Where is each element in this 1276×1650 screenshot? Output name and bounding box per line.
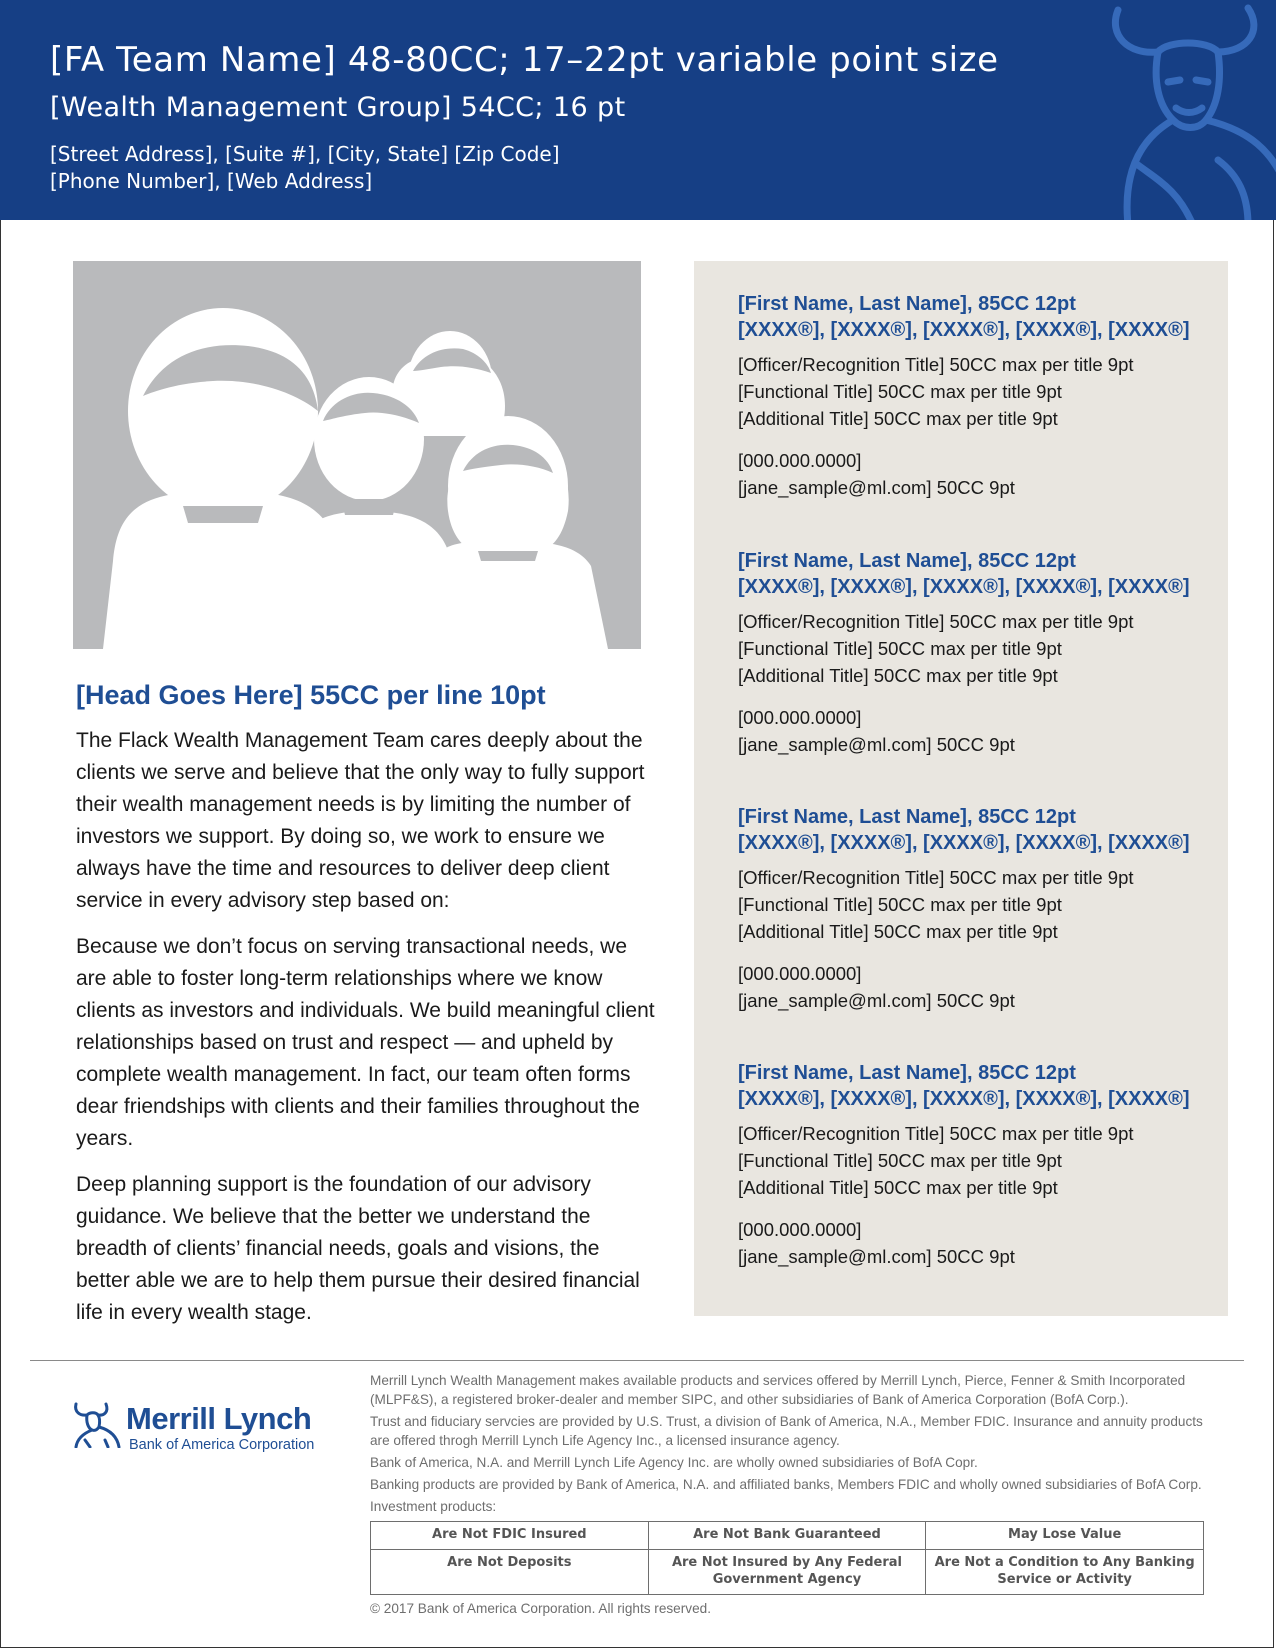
table-cell: Are Not Bank Guaranteed	[648, 1522, 926, 1550]
investment-disclosure-table	[370, 1521, 1204, 1595]
member-name: [First Name, Last Name], 85CC 12pt	[738, 806, 1076, 828]
member-titles	[738, 1120, 1228, 1201]
member-name: [First Name, Last Name], 85CC 12pt	[738, 1062, 1076, 1084]
contact-block	[50, 141, 560, 195]
section-head: [Head Goes Here] 55CC per line 10pt	[76, 680, 546, 710]
address-line: [Street Address], [Suite #], [City, State] [Zip Code]	[50, 142, 560, 166]
member-credentials: [XXXX®], [XXXX®], [XXXX®], [XXXX®], [XXXX®]	[738, 1088, 1190, 1110]
member-titles	[738, 351, 1228, 432]
footer-divider	[30, 1360, 1244, 1361]
body-copy	[76, 725, 656, 1343]
team-member-card	[738, 804, 1228, 1014]
member-phone: [000.000.0000]	[738, 1219, 862, 1240]
logo-subtitle: Bank of America Corporation	[129, 1437, 315, 1453]
copyright: © 2017 Bank of America Corporation. All rights reserved.	[370, 1601, 711, 1616]
member-name: [First Name, Last Name], 85CC 12pt	[738, 293, 1076, 315]
member-phone: [000.000.0000]	[738, 963, 862, 984]
header-band	[0, 0, 1276, 220]
family-placeholder-icon	[73, 261, 641, 649]
member-contact	[738, 447, 1228, 501]
disclosure-text	[370, 1371, 1220, 1519]
bull-watermark-icon	[1098, 0, 1276, 220]
member-credentials: [XXXX®], [XXXX®], [XXXX®], [XXXX®], [XXXX®]	[738, 319, 1190, 341]
table-cell: May Lose Value	[926, 1522, 1204, 1550]
additional-title: [Additional Title] 50CC max per title 9pt	[738, 1177, 1058, 1198]
table-cell: Are Not Insured by Any Federal Government Agency	[648, 1550, 926, 1595]
team-member-card	[738, 1060, 1228, 1270]
group-name: [Wealth Management Group] 54CC; 16 pt	[50, 92, 626, 123]
officer-title: [Officer/Recognition Title] 50CC max per title 9pt	[738, 867, 1134, 888]
member-titles	[738, 608, 1228, 689]
member-email: [jane_sample@ml.com] 50CC 9pt	[738, 990, 1015, 1011]
team-member-card	[738, 291, 1228, 501]
member-credentials: [XXXX®], [XXXX®], [XXXX®], [XXXX®], [XXXX®]	[738, 832, 1190, 854]
member-email: [jane_sample@ml.com] 50CC 9pt	[738, 1246, 1015, 1267]
member-titles	[738, 864, 1228, 945]
disclosure-paragraph: Banking products are provided by Bank of America, N.A. and affiliated banks, Members FDIC and wholly owned subsidiaries of BofA Corp.	[370, 1477, 1202, 1492]
additional-title: [Additional Title] 50CC max per title 9pt	[738, 665, 1058, 686]
additional-title: [Additional Title] 50CC max per title 9pt	[738, 921, 1058, 942]
phone-web-line: [Phone Number], [Web Address]	[50, 169, 373, 193]
functional-title: [Functional Title] 50CC max per title 9pt	[738, 1150, 1062, 1171]
member-phone: [000.000.0000]	[738, 707, 862, 728]
member-contact	[738, 960, 1228, 1014]
team-panel	[694, 261, 1228, 1316]
table-cell: Are Not Deposits	[371, 1550, 649, 1595]
officer-title: [Officer/Recognition Title] 50CC max per title 9pt	[738, 611, 1134, 632]
functional-title: [Functional Title] 50CC max per title 9pt	[738, 894, 1062, 915]
disclosure-paragraph: Trust and fiduciary servcies are provided by U.S. Trust, a division of Bank of America, N.A., Member FDIC. Insurance and annuity products are offered throgh Merrill Lynch Life Agency Inc., a licensed insurance agency.	[370, 1414, 1203, 1448]
team-member-card	[738, 548, 1228, 758]
team-name: [FA Team Name] 48-80CC; 17–22pt variable point size	[50, 40, 999, 80]
body-paragraph: The Flack Wealth Management Team cares deeply about the clients we serve and believe that the only way to fully support their wealth management needs is by limiting the number of investors we support. By doing so, we work to ensure we always have the time and resources to deliver deep client service in every advisory step based on:	[76, 729, 645, 912]
table-row	[371, 1522, 1204, 1550]
member-phone: [000.000.0000]	[738, 450, 862, 471]
merrill-lynch-logo	[72, 1400, 332, 1460]
member-credentials: [XXXX®], [XXXX®], [XXXX®], [XXXX®], [XXXX®]	[738, 576, 1190, 598]
team-photo-placeholder	[73, 261, 641, 649]
table-cell: Are Not a Condition to Any Banking Service or Activity	[926, 1550, 1204, 1595]
bull-logo-icon	[72, 1400, 122, 1448]
functional-title: [Functional Title] 50CC max per title 9pt	[738, 638, 1062, 659]
member-email: [jane_sample@ml.com] 50CC 9pt	[738, 477, 1015, 498]
officer-title: [Officer/Recognition Title] 50CC max per title 9pt	[738, 1123, 1134, 1144]
disclosure-paragraph: Bank of America, N.A. and Merrill Lynch Life Agency Inc. are wholly owned subsidiaries of BofA Copr.	[370, 1455, 978, 1470]
logo-wordmark: Merrill Lynch	[126, 1401, 312, 1436]
body-paragraph: Because we don’t focus on serving transactional needs, we are able to foster long-term relationships where we know clients as investors and individuals. We build meaningful client relationships based on trust and respect — and upheld by complete wealth management. In fact, our team often forms dear friendships with clients and their families throughout the years.	[76, 935, 655, 1150]
additional-title: [Additional Title] 50CC max per title 9pt	[738, 408, 1058, 429]
table-cell: Are Not FDIC Insured	[371, 1522, 649, 1550]
member-email: [jane_sample@ml.com] 50CC 9pt	[738, 734, 1015, 755]
member-contact	[738, 1216, 1228, 1270]
member-name: [First Name, Last Name], 85CC 12pt	[738, 550, 1076, 572]
functional-title: [Functional Title] 50CC max per title 9pt	[738, 381, 1062, 402]
body-paragraph: Deep planning support is the foundation of our advisory guidance. We believe that the better we understand the breadth of clients’ financial needs, goals and visions, the better able we are to help them pursue their desired financial life in every wealth stage.	[76, 1173, 640, 1324]
member-contact	[738, 704, 1228, 758]
disclosure-paragraph: Merrill Lynch Wealth Management makes available products and services offered by Merrill Lynch, Pierce, Fenner & Smith Incorporated (MLPF&S), a registered broker-dealer and member SIPC, and other subsidiaries of Bank of America Corporation (BofA Corp.).	[370, 1373, 1186, 1407]
officer-title: [Officer/Recognition Title] 50CC max per title 9pt	[738, 354, 1134, 375]
table-row	[371, 1550, 1204, 1595]
disclosure-paragraph: Investment products:	[370, 1499, 497, 1514]
